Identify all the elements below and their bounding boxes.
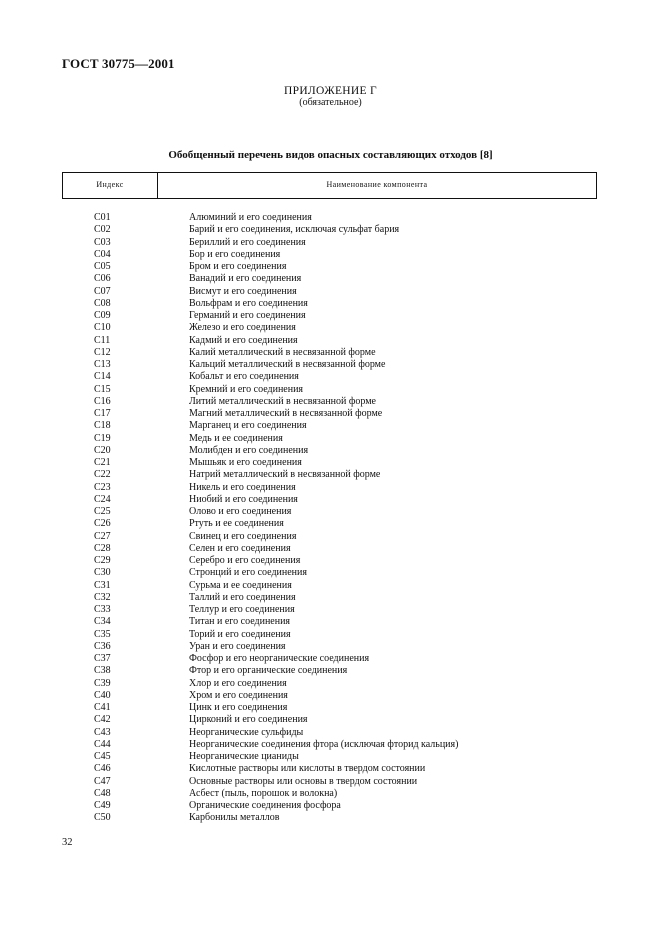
- row-component-name: Кислотные растворы или кислоты в твердом состоянии: [189, 763, 426, 775]
- table-row: [0, 751, 661, 763]
- table-row: [0, 531, 661, 543]
- row-component-name: Ниобий и его соединения: [189, 493, 298, 505]
- table-row: [0, 335, 661, 347]
- row-component-name: Хлор и его соединения: [189, 677, 287, 689]
- row-index: C03: [94, 236, 111, 248]
- document-code: ГОСТ 30775—2001: [62, 56, 175, 71]
- row-index: C09: [94, 310, 111, 321]
- row-index: C28: [94, 542, 111, 554]
- table-row: [0, 555, 661, 567]
- row-component-name: Сурьма и ее соединения: [189, 579, 292, 591]
- row-index: C34: [94, 616, 111, 628]
- table-row: [0, 445, 661, 457]
- row-index: C27: [94, 530, 111, 542]
- row-component-name: Органические соединения фосфора: [189, 800, 341, 811]
- row-component-name: Кремний и его соединения: [189, 383, 304, 395]
- table-row: [0, 482, 661, 494]
- table-row: [0, 384, 661, 396]
- row-component-name: Стронций и его соединения: [189, 567, 307, 579]
- row-component-name: Кадмий и его соединения: [189, 334, 298, 346]
- row-component-name: Магний металлический в несвязанной форме: [189, 408, 383, 419]
- row-component-name: Бериллий и его соединения: [189, 236, 306, 248]
- table-row: [0, 224, 661, 236]
- appendix-title: ПРИЛОЖЕНИЕ Г: [284, 85, 377, 97]
- table-row: [0, 347, 661, 359]
- header-component-name: Наименование компонента: [326, 180, 428, 189]
- row-index: C42: [94, 714, 111, 726]
- row-index: C11: [94, 334, 111, 346]
- row-index: C01: [94, 212, 111, 223]
- row-index: C17: [94, 408, 111, 419]
- appendix-subtitle: (обязательное): [299, 97, 362, 108]
- row-component-name: Теллур и его соединения: [189, 604, 295, 615]
- row-index: C36: [94, 640, 111, 652]
- row-index: C44: [94, 738, 111, 750]
- row-component-name: Торий и его соединения: [189, 628, 291, 640]
- row-component-name: Никель и его соединения: [189, 481, 296, 493]
- row-component-name: Ртуть и ее соединения: [189, 518, 284, 530]
- row-component-name: Фосфор и его неорганические соединения: [189, 653, 370, 664]
- row-component-name: Уран и его соединения: [189, 640, 286, 652]
- row-index: C14: [94, 371, 111, 383]
- table-row: [0, 641, 661, 653]
- row-component-name: Германий и его соединения: [189, 310, 306, 321]
- row-component-name: Титан и его соединения: [189, 616, 291, 628]
- row-index: C26: [94, 518, 111, 530]
- row-component-name: Кальций металлический в несвязанной форме: [189, 359, 386, 370]
- row-index: C32: [94, 591, 111, 603]
- table-row: [0, 396, 661, 408]
- table-row: [0, 665, 661, 677]
- table-row: [0, 408, 661, 420]
- table-row: [0, 506, 661, 518]
- row-index: C24: [94, 493, 111, 505]
- row-index: C41: [94, 702, 111, 713]
- row-component-name: Висмут и его соединения: [189, 285, 297, 297]
- row-index: C18: [94, 420, 111, 432]
- table-row: [0, 237, 661, 249]
- row-index: C47: [94, 775, 111, 787]
- row-component-name: Марганец и его соединения: [189, 420, 307, 432]
- row-component-name: Кобальт и его соединения: [189, 371, 299, 383]
- row-component-name: Асбест (пыль, порошок и волокна): [189, 787, 338, 799]
- table-row: [0, 310, 661, 322]
- table-row: [0, 690, 661, 702]
- row-component-name: Цирконий и его соединения: [189, 714, 308, 726]
- row-index: C33: [94, 604, 111, 615]
- table-row: [0, 273, 661, 285]
- row-index: C07: [94, 285, 111, 297]
- table-header: [62, 172, 597, 199]
- row-component-name: Алюминий и его соединения: [189, 212, 312, 223]
- table-row: [0, 629, 661, 641]
- row-index: C50: [94, 812, 111, 824]
- table-row: [0, 543, 661, 555]
- row-component-name: Мышьяк и его соединения: [189, 457, 302, 468]
- row-index: C38: [94, 665, 111, 677]
- row-index: C48: [94, 787, 111, 799]
- row-index: C15: [94, 383, 111, 395]
- row-component-name: Неорганические соединения фтора (исключая фторид кальция): [189, 738, 459, 750]
- table-row: [0, 359, 661, 371]
- row-index: C29: [94, 555, 111, 566]
- table-row: [0, 714, 661, 726]
- row-index: C04: [94, 248, 111, 260]
- table-row: [0, 739, 661, 751]
- row-component-name: Цинк и его соединения: [189, 702, 288, 713]
- row-index: C20: [94, 444, 111, 456]
- row-component-name: Калий металлический в несвязанной форме: [189, 346, 376, 358]
- table-row: [0, 702, 661, 714]
- row-component-name: Свинец и его соединения: [189, 530, 297, 542]
- table-row: [0, 212, 661, 224]
- table-row: [0, 616, 661, 628]
- row-index: C40: [94, 689, 111, 701]
- table-row: [0, 249, 661, 261]
- row-index: C23: [94, 481, 111, 493]
- row-index: C35: [94, 628, 111, 640]
- row-index: C46: [94, 763, 111, 775]
- row-index: C31: [94, 579, 111, 591]
- row-component-name: Хром и его соединения: [189, 689, 288, 701]
- row-index: C06: [94, 273, 111, 285]
- row-component-name: Бор и его соединения: [189, 248, 281, 260]
- table-row: [0, 371, 661, 383]
- row-component-name: Карбонилы металлов: [189, 812, 280, 824]
- row-component-name: Таллий и его соединения: [189, 591, 296, 603]
- row-component-name: Ванадий и его соединения: [189, 273, 302, 285]
- table-row: [0, 494, 661, 506]
- table-row: [0, 763, 661, 775]
- row-index: C12: [94, 346, 111, 358]
- row-index: C45: [94, 751, 111, 762]
- row-component-name: Серебро и его соединения: [189, 555, 301, 566]
- row-component-name: Основные растворы или основы в твердом состоянии: [189, 775, 418, 787]
- row-component-name: Литий металлический в несвязанной форме: [189, 395, 376, 407]
- row-component-name: Барий и его соединения, исключая сульфат бария: [189, 224, 400, 236]
- header-index: Индекс: [96, 180, 124, 189]
- table-row: [0, 322, 661, 334]
- row-index: C02: [94, 224, 111, 236]
- table-row: [0, 433, 661, 445]
- page-number: 32: [62, 837, 73, 848]
- row-index: C08: [94, 297, 111, 309]
- row-index: C25: [94, 506, 111, 517]
- table-row: [0, 420, 661, 432]
- table-caption: Обобщенный перечень видов опасных составляющих отходов [8]: [168, 149, 493, 161]
- row-index: C49: [94, 800, 111, 811]
- table-row: [0, 298, 661, 310]
- component-list: [0, 212, 661, 825]
- table-row: [0, 776, 661, 788]
- row-index: C10: [94, 322, 111, 334]
- table-row: [0, 812, 661, 824]
- row-index: C39: [94, 677, 111, 689]
- table-row: [0, 469, 661, 481]
- row-component-name: Олово и его соединения: [189, 506, 292, 517]
- table-row: [0, 592, 661, 604]
- row-component-name: Натрий металлический в несвязанной форме: [189, 469, 381, 481]
- table-row: [0, 678, 661, 690]
- table-row: [0, 261, 661, 273]
- table-row: [0, 604, 661, 616]
- table-row: [0, 727, 661, 739]
- row-index: C22: [94, 469, 111, 481]
- row-component-name: Вольфрам и его соединения: [189, 297, 308, 309]
- row-index: C30: [94, 567, 111, 579]
- table-row: [0, 580, 661, 592]
- table-row: [0, 518, 661, 530]
- row-component-name: Фтор и его органические соединения: [189, 665, 348, 677]
- row-index: C13: [94, 359, 111, 370]
- table-row: [0, 286, 661, 298]
- row-index: C43: [94, 726, 111, 738]
- row-component-name: Селен и его соединения: [189, 542, 291, 554]
- table-row: [0, 788, 661, 800]
- row-component-name: Медь и ее соединения: [189, 432, 283, 444]
- row-index: C21: [94, 457, 111, 468]
- row-component-name: Молибден и его соединения: [189, 444, 309, 456]
- table-row: [0, 653, 661, 665]
- row-component-name: Бром и его соединения: [189, 261, 287, 272]
- row-index: C16: [94, 395, 111, 407]
- table-row: [0, 457, 661, 469]
- row-component-name: Железо и его соединения: [189, 322, 296, 334]
- row-component-name: Неорганические сульфиды: [189, 726, 304, 738]
- table-row: [0, 567, 661, 579]
- row-component-name: Неорганические цианиды: [189, 751, 299, 762]
- row-index: C37: [94, 653, 111, 664]
- row-index: C05: [94, 261, 111, 272]
- row-index: C19: [94, 432, 111, 444]
- table-row: [0, 800, 661, 812]
